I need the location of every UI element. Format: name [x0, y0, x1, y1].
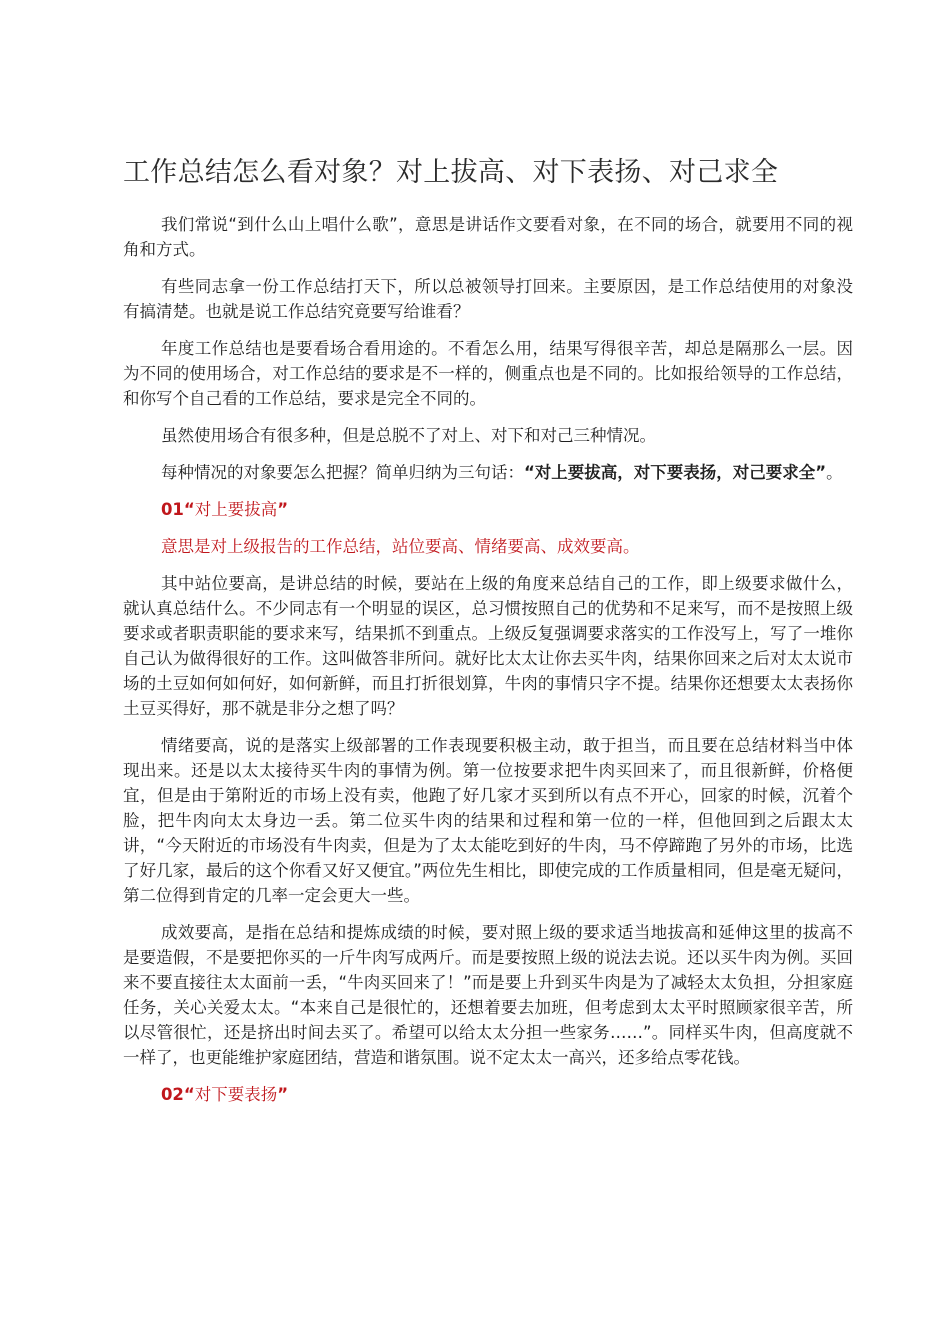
summary-lead: 每种情况的对象要怎么把握？简单归纳为三句话： [160, 463, 524, 482]
section-number: 02 [160, 1085, 184, 1104]
paragraph-results: 成效要高，是指在总结和提炼成绩的时候，要对照上级的要求适当地拔高和延伸这里的拔高不是要造假，不是要把你买的一斤牛肉写成两斤。而是要按照上级的说法去说。还以买牛肉为例。买回来不要直接往太太面前一丢，“牛肉买回来了！”而是要上升到买牛肉是为了减轻太太负担，分担家庭任务，关心关爱太太。“本来自己是很忙的，还想着要去加班，但考虑到太太平时照顾家很辛苦，所以尽管很忙，还是挤出时间去买了。希望可以给太太分担一些家务……”。同样买牛肉，但高度就不一样了，也更能维护家庭团结，营造和谐氛围。说不定太太一高兴，还多给点零花钱。 [123, 923, 853, 1067]
paragraph-intro: 我们常说“到什么山上唱什么歌”，意思是讲话作文要看对象，在不同的场合，就要用不同的视角和方式。 [123, 215, 853, 259]
paragraph-summary [123, 460, 853, 485]
section-title: 对下要表扬 [194, 1085, 278, 1104]
close-quote: ” [277, 500, 289, 519]
highlight-statement: 意思是对上级报告的工作总结，站位要高、情绪要高、成效要高。 [160, 537, 640, 556]
open-quote: “ [183, 1085, 195, 1104]
article-title: 工作总结怎么看对象？对上拔高、对下表扬、对己求全 [123, 157, 779, 188]
section-heading-02 [123, 1082, 853, 1107]
paragraph-problem: 有些同志拿一份工作总结打天下，所以总被领导打回来。主要原因，是工作总结使用的对象没有搞清楚。也就是说工作总结究竟要写给谁看？ [123, 277, 853, 321]
summary-end: 。 [826, 463, 843, 482]
section-number: 01 [160, 500, 184, 519]
section-title: 对上要拔高 [194, 500, 278, 519]
paragraph-scenario: 年度工作总结也是要看场合看用途的。不看怎么用，结果写得很辛苦，却总是隔那么一层。因为不同的使用场合，对工作总结的要求是不一样的，侧重点也是不同的。比如报给领导的工作总结，和你写个自己看的工作总结，要求是完全不同的。 [123, 339, 853, 408]
article [123, 148, 853, 1119]
paragraph-attitude: 情绪要高，说的是落实上级部署的工作表现要积极主动，敢于担当，而且要在总结材料当中体现出来。还是以太太接待买牛肉的事情为例。第一位按要求把牛肉买回来了，而且很新鲜，价格便宜，但是由于第附近的市场上没有卖，他跑了好几家才买到所以有点不开心，回家的时候，沉着个脸，把牛肉向太太身边一丢。第二位买牛肉的结果和过程和第一位的一样，但他回到之后跟太太讲，“今天附近的市场没有牛肉卖，但是为了太太能吃到好的牛肉，马不停蹄跑了另外的市场，比选了好几家，最后的这个你看又好又便宜。”两位先生相比，即使完成的工作质量相同，但是毫无疑问，第二位得到肯定的几率一定会更大一些。 [123, 736, 853, 905]
close-quote: ” [277, 1085, 289, 1104]
paragraph-stance: 其中站位要高，是讲总结的时候，要站在上级的角度来总结自己的工作，即上级要求做什么，就认真总结什么。不少同志有一个明显的误区，总习惯按照自己的优势和不足来写，而不是按照上级要求或者职责职能的要求来写，结果抓不到重点。上级反复强调要求落实的工作没写上，写了一堆你自己认为做得很好的工作。这叫做答非所问。就好比太太让你去买牛肉，结果你回来之后对太太说市场的土豆如何如何好，如何新鲜，而且打折很划算，牛肉的事情只字不提。结果你还想要太太表扬你土豆买得好，那不就是非分之想了吗？ [123, 574, 853, 718]
paragraph-three-cases: 虽然使用场合有很多种，但是总脱不了对上、对下和对己三种情况。 [160, 426, 656, 445]
open-quote: “ [183, 500, 195, 519]
summary-motto: “对上要拔高，对下要表扬，对己要求全” [523, 463, 827, 482]
section-heading-01 [123, 497, 853, 522]
